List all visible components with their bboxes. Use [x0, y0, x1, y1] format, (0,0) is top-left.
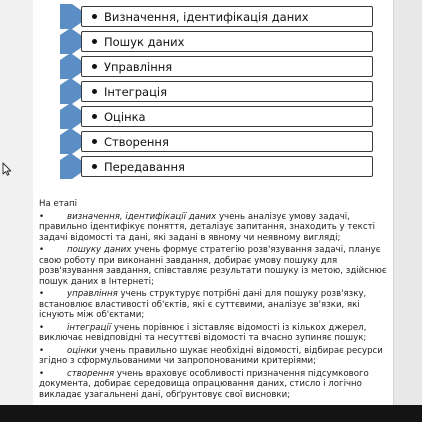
- stage-description: учень враховує особливості призначення підсумкового документа, добирає середовища опрацювання даних, стисло і логічно викладає узагальнені дані, обґрунтовує свої висновки;: [39, 368, 369, 400]
- bullet-paragraph: [39, 369, 387, 401]
- process-step-box: [81, 106, 373, 127]
- process-step-label: Управління: [104, 59, 173, 74]
- stage-description: учень порівнює і зіставляє відомості із кількох джерел, виключає невідповідні та несуттєві відомості та вчасно зупиняє пошук;: [39, 322, 367, 343]
- stage-term: управління: [67, 289, 118, 299]
- stage-term: створення: [67, 368, 115, 379]
- process-diagram: [33, 0, 393, 192]
- stage-term: оцінки: [67, 345, 97, 356]
- process-step-label: Оцінка: [104, 109, 146, 124]
- stage-term: інтеграції: [67, 322, 112, 333]
- stage-term: пошуку даних: [67, 245, 132, 255]
- bullet-icon: [92, 164, 97, 169]
- bullet-icon: •: [39, 211, 45, 222]
- bullet-paragraph: [39, 323, 387, 344]
- bullet-icon: [92, 139, 97, 144]
- process-step-label: Визначення, ідентифікація даних: [104, 9, 309, 24]
- process-step-label: Передавання: [104, 159, 185, 174]
- scrollbar-track[interactable]: [393, 0, 422, 405]
- bullet-paragraph: [39, 212, 387, 244]
- stage-description: учень аналізує умову задачі, правильно ідентифікує поняття, деталізує запитання, знаходить у тексті задачі відомості та дані, які задані в явному чи неявному вигляді;: [39, 211, 375, 243]
- bullet-icon: [92, 39, 97, 44]
- stage-term: визначення, ідентифікації даних: [67, 211, 217, 222]
- bullet-icon: [92, 89, 97, 94]
- process-step-box: [81, 81, 373, 102]
- bullet-icon: [92, 64, 97, 69]
- bullet-paragraph: [39, 245, 387, 287]
- mouse-cursor-icon: [2, 162, 12, 176]
- process-step-label: Створення: [104, 134, 169, 149]
- stage-description: учень формує стратегію розв'язування задачі, планує свою роботу при виконанні завдання, добирає умову пошуку для розв'язування завдання, співставляє результати пошуку із метою, здійснює пошук даних в Інтернеті;: [39, 245, 387, 287]
- process-step-label: Інтеграція: [104, 84, 168, 99]
- bullet-icon: •: [39, 322, 45, 333]
- bullet-icon: [92, 114, 97, 119]
- bullet-paragraph: [39, 346, 387, 367]
- bullet-icon: [92, 14, 97, 19]
- process-step-label: Пошук даних: [104, 34, 185, 49]
- process-step-box: [81, 131, 373, 152]
- stage-description: учень структурує потрібні дані для пошуку розв'язку, встановлює властивості об'єктів, які є суттєвими, аналізує зв'язки, які існують між об'єктами;: [39, 289, 367, 320]
- process-step-box: [81, 156, 373, 177]
- taskbar: [0, 405, 422, 422]
- bullet-icon: •: [39, 368, 45, 379]
- stage-description: учень правильно шукає необхідні відомості, відбирає ресурси згідно з сформульованими чи запропонованими критеріями;: [39, 345, 383, 366]
- document-page: [33, 0, 393, 405]
- intro-line: На етапі: [39, 199, 78, 209]
- bullet-icon: •: [39, 345, 45, 356]
- bullet-icon: •: [39, 289, 45, 299]
- bullet-paragraph: [39, 289, 387, 321]
- process-step-box: [81, 31, 373, 52]
- process-step-box: [81, 6, 373, 27]
- bullet-icon: •: [39, 245, 45, 255]
- process-step-box: [81, 56, 373, 77]
- document-text: [39, 199, 387, 402]
